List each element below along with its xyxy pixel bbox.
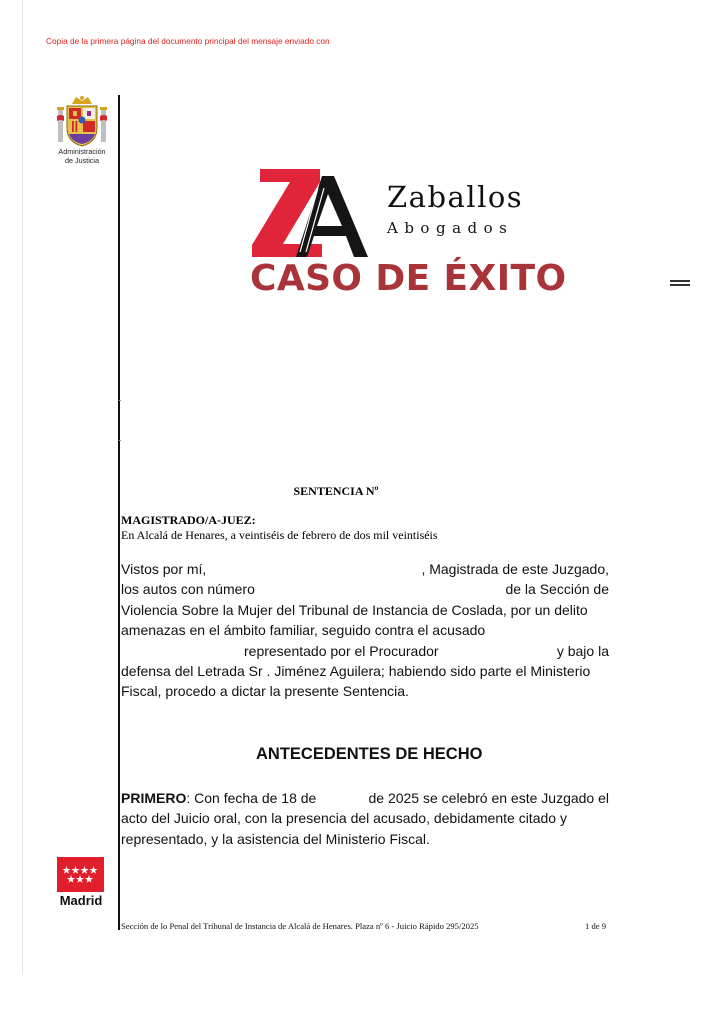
crest-caption-line: Administración <box>58 147 106 156</box>
brand-subtitle: Abogados <box>387 219 514 237</box>
zaballos-za-logo-icon <box>250 164 375 259</box>
primero-paragraph <box>121 788 609 849</box>
primero-label: PRIMERO <box>121 790 187 806</box>
spain-crest-icon <box>54 94 110 148</box>
line-text: y bajo la <box>556 642 609 659</box>
paragraph-line: amenazas en el ámbito familiar, seguido contra el acusado <box>121 622 486 639</box>
paragraph-line: acto del Juicio oral, con la presencia del acusado, debidamente citado y <box>121 810 567 827</box>
line-text: : Con fecha de 18 de <box>186 790 317 806</box>
paragraph-line: Fiscal, procedo a dictar la presente Sentencia. <box>121 683 409 700</box>
menu-icon[interactable] <box>670 280 690 286</box>
line-text <box>121 788 316 808</box>
success-banner: CASO DE ÉXITO <box>250 258 567 299</box>
crest-caption-line: de Justicia <box>65 155 99 165</box>
line-text: los autos con número <box>121 581 255 598</box>
paragraph-line: defensa del Letrada Sr . Jiménez Aguilera; habiendo sido parte el Ministerio <box>121 662 591 679</box>
paragraph-line: Violencia Sobre la Mujer del Tribunal de Instancia de Coslada, por un delito <box>121 601 588 618</box>
margin-tick <box>119 440 121 441</box>
section-heading: ANTECEDENTES DE HECHO <box>256 745 483 763</box>
sentencia-title: SENTENCIA Nº <box>293 484 379 498</box>
line-text: , Magistrada de este Juzgado, <box>421 561 609 577</box>
paragraph-line <box>121 641 609 661</box>
header-note: Copia de la primera página del documento principal del mensaje enviado con <box>46 36 330 46</box>
crest-caption <box>46 148 118 165</box>
line-text: representado por el Procurador <box>244 642 439 659</box>
brand-name: Zaballos <box>387 180 524 214</box>
paragraph-line <box>121 579 609 599</box>
line-text: de 2025 se celebró en este Juzgado el <box>368 790 609 806</box>
madrid-label: Madrid <box>59 893 103 908</box>
margin-tick <box>119 400 121 401</box>
madrid-flag-icon <box>57 857 104 892</box>
margin-rule <box>118 95 120 930</box>
paragraph-line <box>121 559 609 579</box>
footer-text: Sección de lo Penal del Tribunal de Instancia de Alcalá de Henares. Plaza nº 6 - Juicio Rápido 295/2025 <box>121 921 479 931</box>
line-text: de la Sección de <box>505 581 609 598</box>
opening-paragraph <box>121 559 609 702</box>
paragraph-line: representado, y la asistencia del Ministerio Fiscal. <box>121 830 430 847</box>
place-date: En Alcalá de Henares, a veintiséis de febrero de dos mil veintiséis <box>121 528 438 542</box>
page-number: 1 de 9 <box>585 921 607 931</box>
paragraph-line <box>121 788 609 808</box>
magistrado-label: MAGISTRADO/A-JUEZ: <box>121 513 256 527</box>
line-text: Vistos por mí, <box>121 561 207 577</box>
